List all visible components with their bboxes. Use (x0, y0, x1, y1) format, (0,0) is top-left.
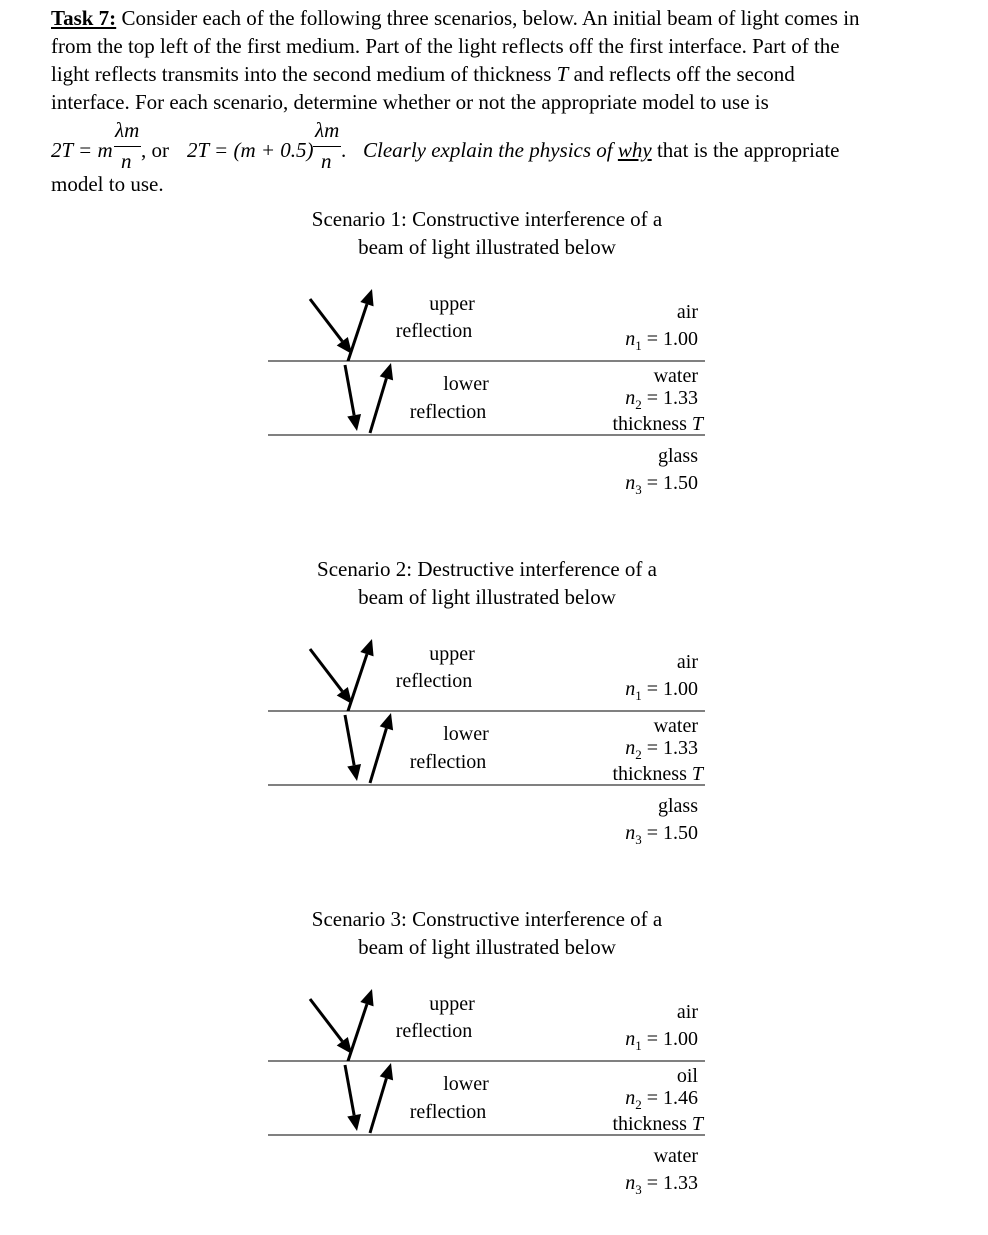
upper-reflection-label-1: upper (429, 643, 475, 665)
formula-2-numerator: λm (315, 118, 340, 142)
medium-3-name: glass (658, 795, 698, 817)
formula-line (51, 116, 951, 180)
transmitted-ray-arrow (345, 1065, 361, 1131)
lower-reflection-label-2: reflection (409, 1101, 487, 1123)
upper-reflection-label-2: reflection (395, 320, 473, 342)
medium-3-index: $n_3 = 1.50$ (625, 822, 698, 847)
intro-line-6: model to use. (51, 172, 164, 196)
intro-line-2: from the top left of the first medium. Part of the light reflects off the first interface. Part of the (51, 34, 840, 58)
medium-1-name: air (676, 301, 698, 323)
medium-1-index: $n_1 = 1.00$ (625, 678, 698, 703)
medium-3-index: $n_3 = 1.50$ (625, 472, 698, 497)
lower-reflection-label-2: reflection (409, 401, 487, 423)
medium-2-name: oil (676, 1065, 698, 1087)
explain-why: why (617, 138, 652, 162)
medium-2-name: water (653, 715, 698, 737)
lower-reflection-label-1: lower (443, 1073, 489, 1095)
formula-1-denominator: n (121, 149, 132, 173)
explain-line (363, 136, 839, 164)
medium-2-thickness: thickness T (612, 763, 703, 785)
scenario-2 (0, 555, 988, 885)
medium-2-name: water (653, 365, 698, 387)
formula-2-denominator: n (321, 149, 332, 173)
medium-3-name: water (653, 1145, 698, 1167)
medium-1-index: $n_1 = 1.00$ (625, 328, 698, 353)
upper-reflection-arrow (348, 289, 374, 361)
intro-line-1-text: Consider each of the following three scenarios, below. An initial beam of light comes in (116, 6, 860, 30)
medium-1-index: $n_1 = 1.00$ (625, 1028, 698, 1053)
explain-rest: that is the appropriate (651, 138, 840, 162)
intro-line-3 (51, 60, 951, 88)
incident-ray-arrow (310, 649, 352, 704)
incident-ray-arrow (310, 999, 352, 1054)
medium-3-name: glass (658, 445, 698, 467)
medium-2-index: $n_2 = 1.46$ (625, 1087, 698, 1112)
intro-line-3a: light reflects transmits into the second medium of thickness (51, 62, 557, 86)
scenario-title-line-1: Scenario 2: Destructive interference of a (317, 557, 657, 581)
formula-1-lhs: 2T = m (51, 138, 113, 162)
medium-1-name: air (676, 651, 698, 673)
scenario-title-line-1: Scenario 3: Constructive interference of a (311, 907, 663, 931)
upper-reflection-label-1: upper (429, 293, 475, 315)
lower-reflection-label-1: lower (443, 723, 489, 745)
scenario-1 (0, 205, 988, 535)
upper-reflection-label-1: upper (429, 993, 475, 1015)
intro-line-3b: and reflects off the second (568, 62, 795, 86)
transmitted-ray-arrow (345, 715, 361, 781)
upper-reflection-arrow (348, 639, 374, 711)
intro-line-4: interface. For each scenario, determine whether or not the appropriate model to use is (51, 90, 769, 114)
scenario-3 (0, 905, 988, 1235)
upper-reflection-arrow (348, 989, 374, 1061)
medium-1-name: air (676, 1001, 698, 1023)
medium-3-index: $n_3 = 1.33$ (625, 1172, 698, 1197)
task-intro (51, 4, 951, 196)
formula-period: . (341, 138, 347, 162)
scenario-title-line-2: beam of light illustrated below (358, 935, 616, 959)
comma-or: , or (141, 138, 169, 162)
scenario-title-line-2: beam of light illustrated below (358, 235, 616, 259)
explain-clearly: Clearly explain the physics of (363, 138, 618, 162)
incident-ray-arrow (310, 299, 352, 354)
formula-2-lhs: 2T = (m + 0.5) (187, 138, 314, 162)
transmitted-ray-arrow (345, 365, 361, 431)
lower-reflection-label-2: reflection (409, 751, 487, 773)
thickness-symbol: T (556, 62, 569, 86)
scenario-title-line-1: Scenario 1: Constructive interference of a (311, 207, 663, 231)
medium-2-index: $n_2 = 1.33$ (625, 387, 698, 412)
medium-2-thickness: thickness T (612, 413, 703, 435)
task-label: Task 7: (51, 6, 117, 30)
upper-reflection-label-2: reflection (395, 1020, 473, 1042)
medium-2-index: $n_2 = 1.33$ (625, 737, 698, 762)
medium-2-thickness: thickness T (612, 1113, 703, 1135)
formula-1-numerator: λm (115, 118, 140, 142)
lower-reflection-label-1: lower (443, 373, 489, 395)
intro-line-1 (51, 4, 951, 32)
scenario-title-line-2: beam of light illustrated below (358, 585, 616, 609)
upper-reflection-label-2: reflection (395, 670, 473, 692)
